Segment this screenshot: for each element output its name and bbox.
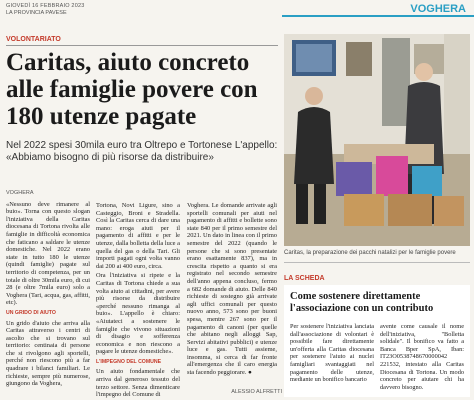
article-paragraph: Voghera. Le domande arrivate agli sportelli comunali per aiuti nel pagamento di affitti e bollette sono state 840 per il primo semestre del 2021. Un dato in linea con il primo semestre del 2022 (quando le persone che si sono presentate erano esattamente 837), ma in crescita rispetto a quanto si era registrato nel secondo semestre dell'anno appena concluso, fermo a 682 domande di aiuto. Delle 840 richieste di sostegno già arrivate agli uffici comunali per questo nuovo anno, 573 sono per buoni spesa, mentre 267 sono per il pagamento di canoni (per quelle che abitano negli alloggi Sap, Servizi abitativi pubblici) e utenze luce e gas. Tutti assieme, insomma, si cerca di far fronte all'emergenza che il caro energia sta facendo peggiorare. ●: [187, 202, 277, 377]
header-rule: [282, 15, 474, 17]
section-city: VOGHERA: [410, 3, 466, 15]
article-subheading: L'IMPEGNO DEL COMUNE: [96, 358, 162, 365]
caption-rule: [284, 262, 470, 263]
article-subhead: Nel 2022 spesi 30mila euro tra Oltrepo e Tortonese L'appello: «Abbiamo bisogno di più risorse da distribuire»: [6, 140, 278, 163]
article-paragraph: Ora l'iniziativa si ripete e la Caritas di Tortona chiede a sua volta aiuto ai cittadini, per avere più risorse da distribuire «perché nessuno rimanga al buio». L'appello è chiaro: «Aiutateci a sostenere le famiglie che vivono situazioni di disagio e sofferenza economica e non riescono a pagare le utenze domestiche».: [96, 272, 180, 356]
article-paragraph: «Nessuno deve rimanere al buio». Torna con questo slogan l'iniziativa della Caritas diocesana di Tortona rivolta alle famiglie in difficoltà economica che faticano a saldare le utenze domestiche. Nel 2022 erano state in tutto 180 le utenze (quindi famiglie) pagate sul territorio di competenza, per un totale di oltre 30mila euro, di cui 28 (e oltre 7mila euro) solo a Voghera (Tari, acqua, gas, affitti, etc).: [6, 200, 90, 307]
article-column-1: [6, 190, 90, 388]
sidebar-box: [284, 285, 470, 397]
article-paragraph: Un aiuto fondamentale che arriva dal generoso tessuto del terzo settore. Senza dimenticare l'impegno del Comune di: [96, 368, 180, 399]
sidebar-title: Come sostenere direttamente l'associazione con un contributo: [290, 291, 434, 314]
newspaper-name: LA PROVINCIA PAVESE: [6, 10, 67, 16]
article-paragraph: Un grido d'aiuto che arriva alla Caritas attraverso i centri di ascolto che si trovano sul territorio: centinaia di persone che si rivolgono agli sportelli, perché non riescono più a far quadrare i bilanci familiari. Le richieste, sempre più numerose, giungono da Voghera,: [6, 319, 90, 388]
page-header: [0, 0, 474, 18]
sidebar-column-2: avente come causale il nome dell'iniziativa, "Bolletta solidale". Il bonifico va fatto a Banca Bper SpA, Iban: IT23O0538748670000042 221532, intestato alla Caritas Diocesana di Tortona. Un modo concreto per aiutare chi ha davvero bisogno.: [380, 323, 464, 391]
article-subheading: UN GRIDO DI AIUTO: [6, 309, 56, 316]
article-photo: [284, 34, 470, 246]
article-signature: ALESSIO ALFRETTI: [231, 389, 282, 395]
article-dateline: VOGHERA: [6, 190, 34, 196]
issue-date: GIOVEDÌ 16 FEBBRAIO 2023: [6, 3, 85, 9]
article-kicker: VOLONTARIATO: [6, 36, 61, 43]
kicker-rule: [6, 45, 278, 46]
article-column-3: [187, 202, 277, 377]
article-column-2: [96, 202, 180, 399]
article-paragraph: Tortona, Novi Ligure, sino a Casteggio, Broni e Stradella. Così la Caritas cerca di dare una mano: eroga aiuti per il pagamento di affitti e per le utenze, dalla bolletta della luce a quella del gas o della Tari. Gli importi pagati ogni volta vanno dai 200 ai 400 euro, circa.: [96, 202, 180, 270]
volunteers-photo-illustration: [284, 34, 470, 246]
sidebar-kicker: LA SCHEDA: [284, 275, 325, 282]
photo-caption: Caritas, la preparazione dei pacchi natalizi per le famiglie povere: [284, 250, 456, 256]
sidebar-column-1: Per sostenere l'iniziativa lanciata dall'associazione di volontari è possibile fare direttamente un'offerta alla Caritas diocesana per sostenere l'aiuto ai nuclei famigliari svantaggiati nel pagamento delle utenze, mediante un bonifico bancario: [290, 323, 374, 384]
article-headline: Caritas, aiuto concreto alle famiglie povere con 180 utenze pagate: [6, 49, 258, 130]
